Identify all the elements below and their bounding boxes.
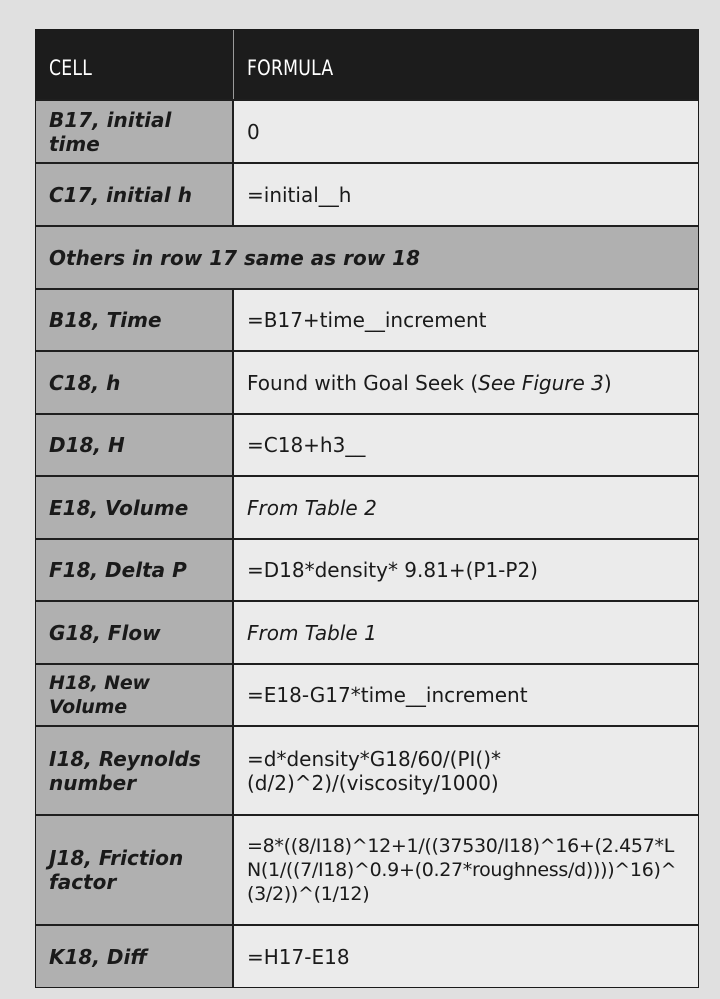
cell-label: H18, New Volume [36, 664, 233, 726]
formula-value: 0 [233, 100, 698, 163]
formula-value: =d*density*G18/60/(PI()*(d/2)^2)/(viscosity/1000) [233, 726, 698, 815]
formula-table [36, 30, 698, 987]
table-row [36, 539, 698, 601]
formula-value: =8*((8/I18)^12+1/((37530/I18)^16+(2.457*LN(1/((7/I18)^0.9+(0.27*roughness/d))))^16)^(3/2))^(1/12) [233, 815, 698, 925]
table-row [36, 664, 698, 726]
cell-label: E18, Volume [36, 476, 233, 539]
table-row [36, 815, 698, 925]
formula-value: From Table 1 [233, 601, 698, 664]
formula-text: Found with Goal Seek ( [247, 370, 479, 395]
formula-value: =H17-E18 [233, 925, 698, 987]
cell-label: D18, H [36, 414, 233, 476]
formula-value: =E18-G17*time__increment [233, 664, 698, 726]
cell-label: I18, Reynolds number [36, 726, 233, 815]
cell-label: C18, h [36, 351, 233, 414]
note-label: Others in row 17 same as row 18 [36, 226, 698, 289]
table-row [36, 289, 698, 351]
table-row [36, 351, 698, 414]
table-row [36, 726, 698, 815]
header-formula: FORMULA [233, 30, 698, 100]
formula-value: =C18+h3__ [233, 414, 698, 476]
table-row [36, 163, 698, 226]
table-row [36, 476, 698, 539]
cell-label: G18, Flow [36, 601, 233, 664]
table-row [36, 100, 698, 163]
cell-label: K18, Diff [36, 925, 233, 987]
header-row [36, 30, 698, 100]
formula-value: =initial__h [233, 163, 698, 226]
cell-label: B18, Time [36, 289, 233, 351]
table-row [36, 414, 698, 476]
formula-value [233, 351, 698, 414]
formula-value: =D18*density* 9.81+(P1-P2) [233, 539, 698, 601]
formula-table-frame [35, 29, 699, 988]
table-row [36, 925, 698, 987]
table-row [36, 601, 698, 664]
cell-label: F18, Delta P [36, 539, 233, 601]
formula-value: From Table 2 [233, 476, 698, 539]
figure-reference: See Figure 3 [478, 370, 604, 395]
formula-value: =B17+time__increment [233, 289, 698, 351]
header-cell: CELL [36, 30, 233, 100]
cell-label: J18, Friction factor [36, 815, 233, 925]
cell-label: C17, initial h [36, 163, 233, 226]
table-row-note [36, 226, 698, 289]
cell-label: B17, initial time [36, 100, 233, 163]
formula-text-end: ) [603, 370, 612, 395]
